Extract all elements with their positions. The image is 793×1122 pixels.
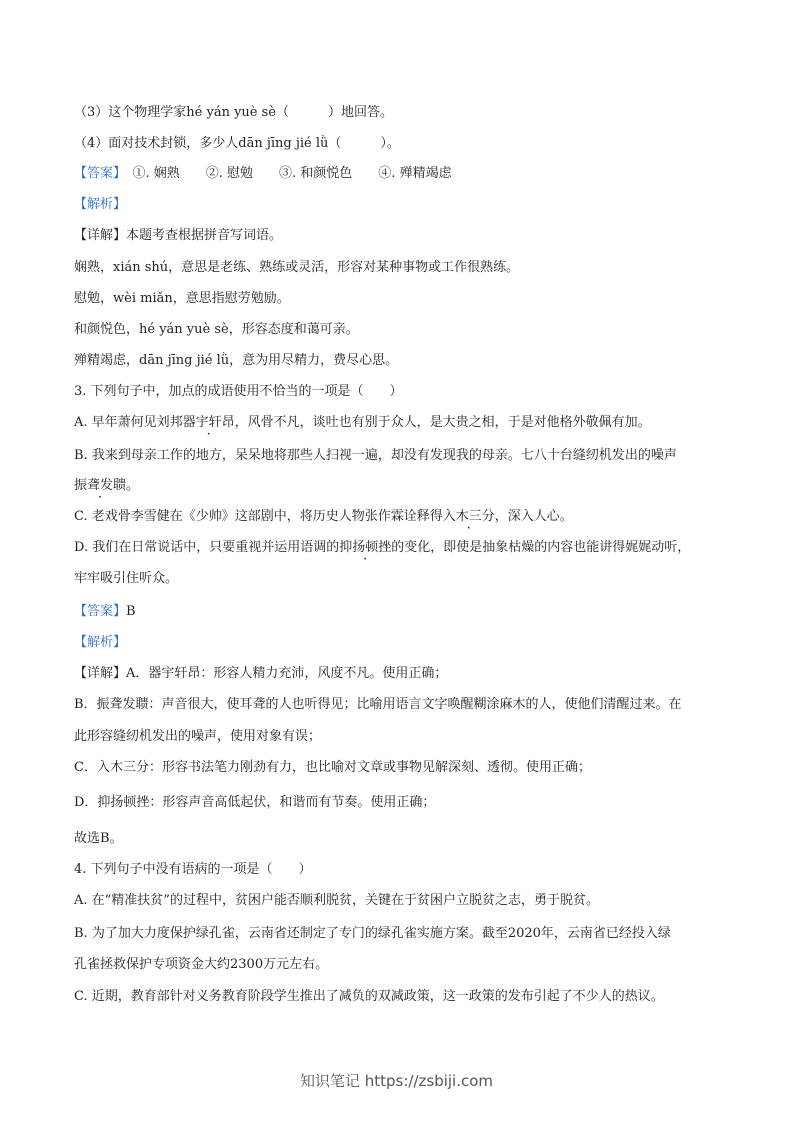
- answer-tag: 【答案】: [74, 604, 127, 619]
- option-a: A. 在“精准扶贫”的过程中，贫困户能否顺利脱贫，关键在于贫困户立脱贫之志，勇于脱贫。: [74, 893, 599, 908]
- option-text: 。: [126, 478, 140, 493]
- option-c: [74, 508, 573, 526]
- answer-tag: 【答案】: [74, 166, 120, 181]
- footer-watermark: 知识笔记 https://zsbiji.com: [299, 1072, 494, 1090]
- question-3-subitem: （3）这个物理学家hé yán yuè sè（ ）地回答。: [74, 105, 393, 120]
- question-4-stem: 4. 下列句子中没有语病的一项是（ ）: [74, 862, 312, 877]
- answer-row: [74, 603, 136, 621]
- analysis-tag: 【解析】: [74, 197, 127, 212]
- option-b-cont: 孔雀拯救保护专项资金大约2300万元左右。: [74, 957, 329, 972]
- answer-text: B: [126, 604, 136, 619]
- option-text: 的变化，即使是抽象枯燥的内容也能讲得娓娓动听，: [391, 540, 691, 555]
- explanation-line: 慰勉，wèi miǎn，意思指慰劳勉励。: [74, 291, 290, 306]
- option-a: [74, 414, 651, 432]
- dotted-idiom: 抑扬顿挫: [339, 540, 392, 555]
- detail-line: 此形容缝纫机发出的噪声，使用对象有误；: [74, 729, 322, 744]
- answer-row: [74, 165, 452, 183]
- dotted-idiom: 入木三分: [442, 509, 495, 524]
- option-b: B. 为了加大力度保护绿孔雀，云南省还制定了专门的绿孔雀实施方案。截至2020年，云南省已经投入绿: [74, 926, 671, 941]
- option-text: D. 我们在日常说话中，只要重视并运用语调的: [74, 540, 340, 555]
- option-d: [74, 539, 690, 557]
- question-4-subitem: （4）面对技术封锁，多少人dān jīng jié lǜ（ ）。: [74, 136, 400, 151]
- detail-intro: 【详解】本题考查根据拼音写词语。: [74, 228, 283, 243]
- option-b: B. 我来到母亲工作的地方，呆呆地将那些人扫视一遍，却没有发现我的母亲。七八十台缝纫机发出的噪声: [74, 448, 677, 463]
- option-c: C. 近期，教育部针对义务教育阶段学生推出了减负的双减政策，这一政策的发布引起了不少人的热议。: [74, 989, 664, 1004]
- option-text: ，风骨不凡，谈吐也有别于众人，是大贵之相，于是对他格外敬佩有加。: [234, 415, 651, 430]
- detail-line: B．振聋发聩：声音很大，使耳聋的人也听得见；比喻用语言文字唤醒糊涂麻木的人，使他们清醒过来。在: [74, 697, 682, 712]
- explanation-line: 和颜悦色，hé yán yuè sè，形容态度和蔼可亲。: [74, 322, 359, 337]
- explanation-line: 殚精竭虑，dān jīng jié lǜ，意为用尽精力，费尽心思。: [74, 353, 399, 368]
- option-text: A. 早年萧何见刘邦: [74, 415, 183, 430]
- detail-line: D．抑扬顿挫：形容声音高低起伏，和谐而有节奏。使用正确；: [74, 795, 436, 810]
- question-3-stem: 3. 下列句子中，加点的成语使用不恰当的一项是（ ）: [74, 384, 403, 399]
- option-d-cont: 牢牢吸引住听众。: [74, 571, 179, 586]
- analysis-tag: 【解析】: [74, 635, 127, 650]
- detail-line: C．入木三分：形容书法笔力刚劲有力，也比喻对文章或事物见解深刻、透彻。使用正确；: [74, 760, 591, 775]
- dotted-idiom: 器宇轩昂: [182, 415, 235, 430]
- conclusion: 故选B。: [74, 831, 123, 846]
- answer-text: ①. 娴熟 ②. 慰勉 ③. 和颜悦色 ④. 殚精竭虑: [119, 166, 452, 181]
- explanation-line: 娴熟，xián shú，意思是老练、熟练或灵活，形容对某种事物或工作很熟练。: [74, 260, 520, 275]
- detail-line: 【详解】A．器宇轩昂：形容人精力充沛，风度不凡。使用正确；: [74, 666, 448, 681]
- option-text: C. 老戏骨李雪健在《少帅》这部剧中，将历史人物张作霖诠释得: [74, 509, 443, 524]
- option-text: ，深入人心。: [494, 509, 573, 524]
- option-b-cont: [74, 477, 139, 495]
- dotted-idiom: 振聋发聩: [74, 478, 127, 493]
